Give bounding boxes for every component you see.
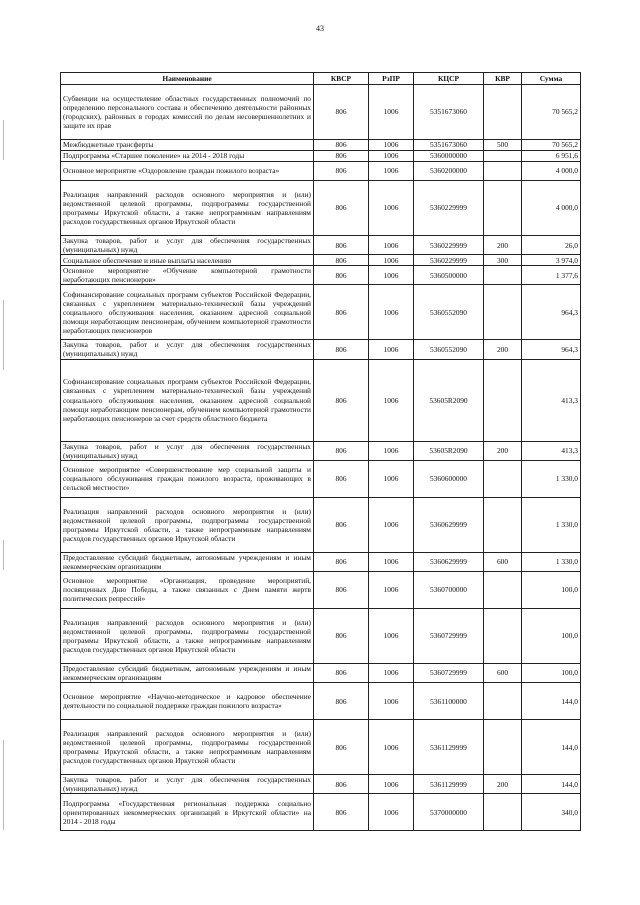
table-header-row — [61, 73, 581, 85]
row-kvsr-cell: 806 — [314, 181, 369, 236]
row-kcsr-cell: 5360729999 — [414, 663, 484, 682]
row-name-cell: Основное мероприятие «Организация, проведение мероприятий, посвященных Дню Победы, а также связанных с Днем памяти жертв политических репрессий» — [61, 571, 314, 608]
row-kcsr-cell: 5361129999 — [414, 775, 484, 794]
row-rzpr-cell: 1006 — [369, 162, 414, 181]
table-row — [61, 359, 581, 441]
row-name-cell: Реализация направлений расходов основного мероприятия и (или) ведомственной целевой программы, подпрограммы государственной программы Иркутской области, а также непрограммным направлениям расходов государственных органов Иркутской области — [61, 181, 314, 236]
row-kcsr-cell: 5360600000 — [414, 460, 484, 497]
table-row — [61, 340, 581, 359]
row-rzpr-cell: 1006 — [369, 359, 414, 441]
row-sum-cell: 6 951,6 — [522, 151, 581, 162]
row-rzpr-cell: 1006 — [369, 340, 414, 359]
row-name-cell: Закупка товаров, работ и услуг для обеспечения государственных (муниципальных) нужд — [61, 775, 314, 794]
row-rzpr-cell: 1006 — [369, 85, 414, 140]
row-sum-cell: 964,3 — [522, 285, 581, 340]
table-row — [61, 255, 581, 266]
row-kvr-cell — [484, 181, 522, 236]
row-rzpr-cell: 1006 — [369, 266, 414, 285]
row-rzpr-cell: 1006 — [369, 552, 414, 571]
row-rzpr-cell: 1006 — [369, 236, 414, 255]
row-kvr-cell: 600 — [484, 663, 522, 682]
row-name-cell: Закупка товаров, работ и услуг для обеспечения государственных (муниципальных) нужд — [61, 340, 314, 359]
row-sum-cell: 1 330,0 — [522, 552, 581, 571]
table-row — [61, 441, 581, 460]
row-name-cell: Основное мероприятие «Оздоровление граждан пожилого возраста» — [61, 162, 314, 181]
table-row — [61, 460, 581, 497]
row-kvsr-cell: 806 — [314, 285, 369, 340]
row-kvr-cell — [484, 794, 522, 831]
row-kvr-cell: 200 — [484, 236, 522, 255]
row-kcsr-cell: 5370000000 — [414, 794, 484, 831]
table-row — [61, 85, 581, 140]
row-kvsr-cell: 806 — [314, 140, 369, 151]
table-row — [61, 236, 581, 255]
row-name-cell: Подпрограмма «Государственная региональная поддержка социально ориентированных некоммерческих организаций в Иркутской области» на 2014 - 2018 годы — [61, 794, 314, 831]
row-kvr-cell — [484, 151, 522, 162]
row-kvr-cell: 200 — [484, 775, 522, 794]
scan-margin-marks — [3, 120, 9, 880]
row-sum-cell: 70 565,2 — [522, 85, 581, 140]
row-sum-cell: 4 000,0 — [522, 162, 581, 181]
row-sum-cell: 964,3 — [522, 340, 581, 359]
row-name-cell: Реализация направлений расходов основного мероприятия и (или) ведомственной целевой программы, подпрограммы государственной программы Иркутской области, а также непрограммным направлениям расходов государственных органов Иркутской области — [61, 608, 314, 663]
row-kcsr-cell: 5360229999 — [414, 255, 484, 266]
row-sum-cell: 413,3 — [522, 441, 581, 460]
row-rzpr-cell: 1006 — [369, 285, 414, 340]
row-rzpr-cell: 1006 — [369, 775, 414, 794]
row-kvsr-cell: 806 — [314, 359, 369, 441]
row-name-cell: Закупка товаров, работ и услуг для обеспечения государственных (муниципальных) нужд — [61, 441, 314, 460]
table-row — [61, 794, 581, 831]
row-sum-cell: 1 330,0 — [522, 460, 581, 497]
row-name-cell: Софинансирование социальных программ субъектов Российской Федерации, связанных с укреплением материально-технической базы учреждений социального обслуживания населения, оказанием адресной социальной помощи неработающим пенсионерам, обучением компьютерной грамотности неработающих пенсионеров — [61, 285, 314, 340]
row-rzpr-cell: 1006 — [369, 441, 414, 460]
table-row — [61, 497, 581, 552]
row-name-cell: Субвенции на осуществление областных государственных полномочий по определению персонального состава и обеспечению деятельности районных (городских), районных в городах комиссий по делам несовершеннолетних и защите их прав — [61, 85, 314, 140]
row-name-cell: Софинансирование социальных программ субъектов Российской Федерации, связанных с укреплением материально-технической базы учреждений социального обслуживания населения, оказанием адресной социальной помощи неработающим пенсионерам, обучением компьютерной грамотности неработающих пенсионеров за счет средств областного бюджета — [61, 359, 314, 441]
row-sum-cell: 3 974,0 — [522, 255, 581, 266]
row-kcsr-cell: 5360200000 — [414, 162, 484, 181]
row-kvr-cell: 200 — [484, 340, 522, 359]
row-name-cell: Социальное обеспечение и иные выплаты населению — [61, 255, 314, 266]
row-kvr-cell: 300 — [484, 255, 522, 266]
row-name-cell: Основное мероприятие «Научно-методическое и кадровое обеспечение деятельности по социальной поддержке граждан пожилого возраста» — [61, 683, 314, 720]
row-rzpr-cell: 1006 — [369, 571, 414, 608]
row-name-cell: Подпрограмма «Старшее поколение» на 2014 - 2018 годы — [61, 151, 314, 162]
row-sum-cell: 1 377,6 — [522, 266, 581, 285]
row-sum-cell: 4 000,0 — [522, 181, 581, 236]
row-rzpr-cell: 1006 — [369, 608, 414, 663]
row-kcsr-cell: 5360229999 — [414, 181, 484, 236]
row-name-cell: Закупка товаров, работ и услуг для обеспечения государственных (муниципальных) нужд — [61, 236, 314, 255]
row-rzpr-cell: 1006 — [369, 181, 414, 236]
row-kvsr-cell: 806 — [314, 683, 369, 720]
row-sum-cell: 144,0 — [522, 720, 581, 775]
budget-table — [60, 72, 581, 831]
column-header-kcsr: КЦСР — [414, 73, 484, 85]
column-header-kvr: КВР — [484, 73, 522, 85]
row-kvr-cell — [484, 162, 522, 181]
row-name-cell: Предоставление субсидий бюджетным, автономным учреждениям и иным некоммерческим организациям — [61, 552, 314, 571]
table-row — [61, 140, 581, 151]
row-rzpr-cell: 1006 — [369, 255, 414, 266]
column-header-kvsr: КВСР — [314, 73, 369, 85]
row-kcsr-cell: 5351673060 — [414, 140, 484, 151]
row-sum-cell: 413,3 — [522, 359, 581, 441]
table-row — [61, 266, 581, 285]
column-header-name: Наименование — [61, 73, 314, 85]
row-kvsr-cell: 806 — [314, 441, 369, 460]
row-rzpr-cell: 1006 — [369, 683, 414, 720]
row-kcsr-cell: 53605R2090 — [414, 359, 484, 441]
row-rzpr-cell: 1006 — [369, 720, 414, 775]
row-kvsr-cell: 806 — [314, 266, 369, 285]
row-sum-cell: 100,0 — [522, 571, 581, 608]
row-kvr-cell: 500 — [484, 140, 522, 151]
row-kcsr-cell: 5361100000 — [414, 683, 484, 720]
row-kcsr-cell: 5360000000 — [414, 151, 484, 162]
row-rzpr-cell: 1006 — [369, 151, 414, 162]
row-kvr-cell — [484, 85, 522, 140]
row-kcsr-cell: 5360229999 — [414, 236, 484, 255]
row-sum-cell: 144,0 — [522, 683, 581, 720]
row-name-cell: Предоставление субсидий бюджетным, автономным учреждениям и иным некоммерческим организациям — [61, 663, 314, 682]
row-kvsr-cell: 806 — [314, 162, 369, 181]
row-kvr-cell: 600 — [484, 552, 522, 571]
row-kcsr-cell: 5360552090 — [414, 340, 484, 359]
row-sum-cell: 100,0 — [522, 663, 581, 682]
row-kvsr-cell: 806 — [314, 85, 369, 140]
row-kvr-cell — [484, 359, 522, 441]
budget-table-body — [61, 85, 581, 831]
table-row — [61, 181, 581, 236]
row-kvsr-cell: 806 — [314, 571, 369, 608]
row-sum-cell: 70 565,2 — [522, 140, 581, 151]
table-row — [61, 552, 581, 571]
table-row — [61, 162, 581, 181]
row-sum-cell: 26,0 — [522, 236, 581, 255]
row-kcsr-cell: 5361129999 — [414, 720, 484, 775]
row-sum-cell: 340,0 — [522, 794, 581, 831]
row-kvr-cell: 200 — [484, 441, 522, 460]
row-name-cell: Основное мероприятие «Обучение компьютерной грамотности неработающих пенсионеров» — [61, 266, 314, 285]
row-rzpr-cell: 1006 — [369, 497, 414, 552]
row-rzpr-cell: 1006 — [369, 663, 414, 682]
row-kcsr-cell: 5360500000 — [414, 266, 484, 285]
row-kvsr-cell: 806 — [314, 794, 369, 831]
row-kvsr-cell: 806 — [314, 608, 369, 663]
row-kvr-cell — [484, 683, 522, 720]
row-kvsr-cell: 806 — [314, 340, 369, 359]
row-kvsr-cell: 806 — [314, 552, 369, 571]
table-row — [61, 571, 581, 608]
row-kvr-cell — [484, 608, 522, 663]
row-kvsr-cell: 806 — [314, 497, 369, 552]
table-row — [61, 663, 581, 682]
table-row — [61, 720, 581, 775]
row-kvr-cell — [484, 285, 522, 340]
table-row — [61, 285, 581, 340]
row-name-cell: Основное мероприятие «Совершенствование мер социальной защиты и социального обслуживания граждан пожилого возраста, проживающих в сельской местности» — [61, 460, 314, 497]
row-sum-cell: 100,0 — [522, 608, 581, 663]
column-header-sum: Сумма — [522, 73, 581, 85]
table-row — [61, 608, 581, 663]
row-kcsr-cell: 5351673060 — [414, 85, 484, 140]
row-kcsr-cell: 5360629999 — [414, 497, 484, 552]
row-kvr-cell — [484, 266, 522, 285]
row-rzpr-cell: 1006 — [369, 140, 414, 151]
row-kvsr-cell: 806 — [314, 255, 369, 266]
page-number: 43 — [316, 24, 324, 33]
column-header-rzpr: РзПР — [369, 73, 414, 85]
row-kcsr-cell: 5360729999 — [414, 608, 484, 663]
row-kvsr-cell: 806 — [314, 460, 369, 497]
row-kvr-cell — [484, 460, 522, 497]
row-kcsr-cell: 53605R2090 — [414, 441, 484, 460]
row-kcsr-cell: 5360700000 — [414, 571, 484, 608]
row-kvsr-cell: 806 — [314, 720, 369, 775]
row-rzpr-cell: 1006 — [369, 460, 414, 497]
row-kvsr-cell: 806 — [314, 236, 369, 255]
row-kvr-cell — [484, 497, 522, 552]
row-kvsr-cell: 806 — [314, 151, 369, 162]
row-kvsr-cell: 806 — [314, 775, 369, 794]
row-kcsr-cell: 5360552090 — [414, 285, 484, 340]
table-row — [61, 775, 581, 794]
row-sum-cell: 1 330,0 — [522, 497, 581, 552]
row-name-cell: Межбюджетные трансферты — [61, 140, 314, 151]
row-kvsr-cell: 806 — [314, 663, 369, 682]
row-kcsr-cell: 5360629999 — [414, 552, 484, 571]
table-row — [61, 683, 581, 720]
row-name-cell: Реализация направлений расходов основного мероприятия и (или) ведомственной целевой программы, подпрограммы государственной программы Иркутской области, а также непрограммным направлениям расходов государственных органов Иркутской области — [61, 720, 314, 775]
row-kvr-cell — [484, 571, 522, 608]
row-rzpr-cell: 1006 — [369, 794, 414, 831]
row-name-cell: Реализация направлений расходов основного мероприятия и (или) ведомственной целевой программы, подпрограммы государственной программы Иркутской области, а также непрограммным направлениям расходов государственных органов Иркутской области — [61, 497, 314, 552]
row-kvr-cell — [484, 720, 522, 775]
row-sum-cell: 144,0 — [522, 775, 581, 794]
table-row — [61, 151, 581, 162]
